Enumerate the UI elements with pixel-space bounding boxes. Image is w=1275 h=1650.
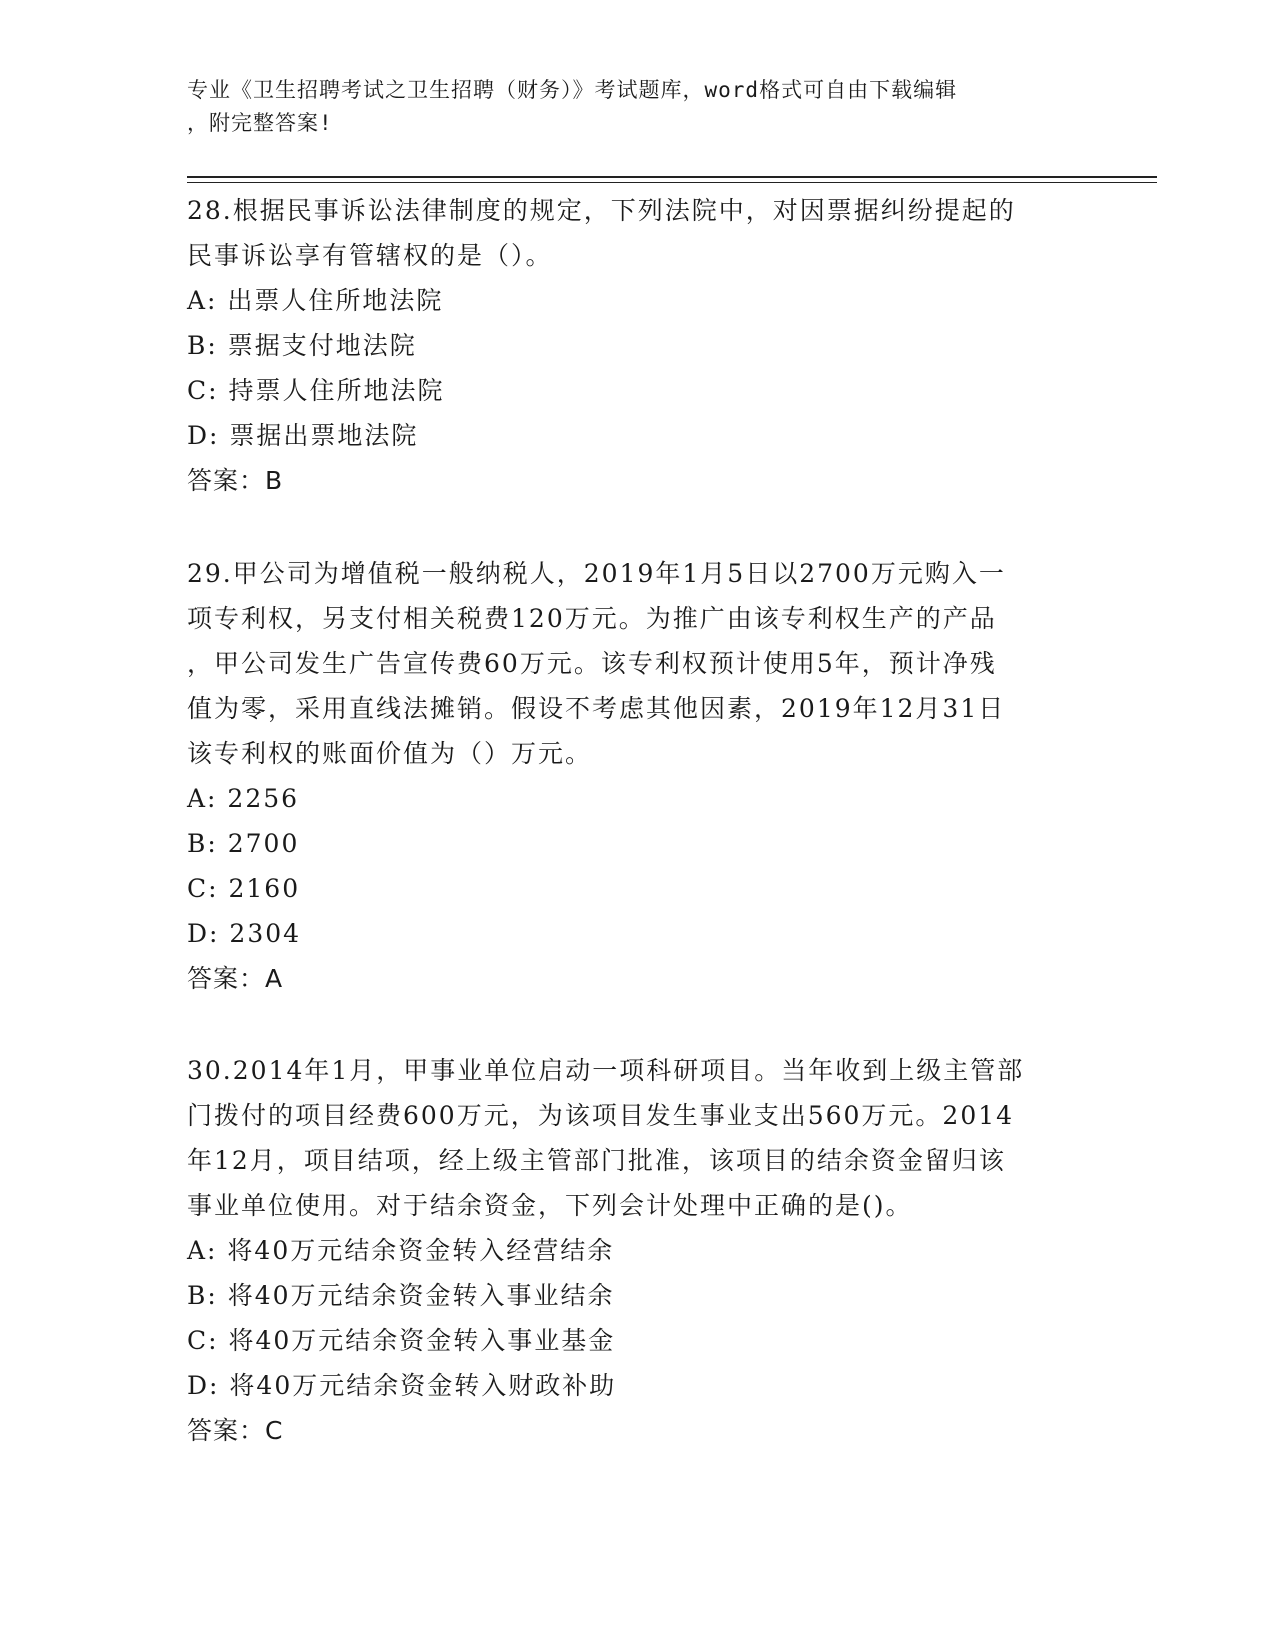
- option-b: B: 票据支付地法院: [187, 331, 417, 360]
- question-28: [187, 188, 1087, 503]
- option-a: A: 将40万元结余资金转入经营结余: [187, 1236, 615, 1265]
- option-c: C: 将40万元结余资金转入事业基金: [187, 1326, 616, 1355]
- document-header: [187, 74, 1087, 140]
- header-line-2: ，附完整答案!: [187, 111, 333, 135]
- option-list: [187, 1228, 1087, 1408]
- header-divider-thin: [187, 182, 1157, 183]
- header-line-1: 专业《卫生招聘考试之卫生招聘（财务）》考试题库，word格式可自由下载编辑: [187, 78, 958, 102]
- option-b: B: 将40万元结余资金转入事业结余: [187, 1281, 615, 1310]
- answer-label: 答案：C: [187, 1416, 284, 1445]
- option-c: C: 2160: [187, 874, 301, 903]
- question-stem: [187, 188, 1087, 278]
- answer-label: 答案：B: [187, 466, 284, 495]
- option-d: D: 票据出票地法院: [187, 421, 419, 450]
- stem-line: 28.根据民事诉讼法律制度的规定，下列法院中，对因票据纠纷提起的: [187, 196, 1016, 225]
- header-divider-thick: [187, 176, 1157, 178]
- stem-line: 值为零，采用直线法摊销。假设不考虑其他因素，2019年12月31日: [187, 694, 1006, 723]
- stem-line: 项专利权，另支付相关税费120万元。为推广由该专利权生产的产品: [187, 604, 997, 633]
- option-list: [187, 278, 1087, 458]
- stem-line: 29.甲公司为增值税一般纳税人，2019年1月5日以2700万元购入一: [187, 559, 1006, 588]
- option-list: [187, 776, 1087, 956]
- option-d: D: 2304: [187, 919, 302, 948]
- answer-label: 答案：A: [187, 964, 284, 993]
- stem-line: ，甲公司发生广告宣传费60万元。该专利权预计使用5年，预计净残: [187, 649, 997, 678]
- option-d: D: 将40万元结余资金转入财政补助: [187, 1371, 617, 1400]
- stem-line: 年12月，项目结项，经上级主管部门批准，该项目的结余资金留归该: [187, 1146, 1006, 1175]
- stem-line: 门拨付的项目经费600万元，为该项目发生事业支出560万元。2014: [187, 1101, 1015, 1130]
- option-a: A: 2256: [187, 784, 300, 813]
- stem-line: 事业单位使用。对于结余资金，下列会计处理中正确的是()。: [187, 1191, 913, 1220]
- stem-line: 民事诉讼享有管辖权的是（）。: [187, 241, 553, 270]
- option-c: C: 持票人住所地法院: [187, 376, 445, 405]
- question-stem: [187, 1048, 1087, 1228]
- question-29: [187, 551, 1087, 1001]
- question-30: [187, 1048, 1087, 1453]
- question-stem: [187, 551, 1087, 776]
- stem-line: 该专利权的账面价值为（）万元。: [187, 739, 593, 768]
- stem-line: 30.2014年1月，甲事业单位启动一项科研项目。当年收到上级主管部: [187, 1056, 1025, 1085]
- option-a: A: 出票人住所地法院: [187, 286, 444, 315]
- option-b: B: 2700: [187, 829, 300, 858]
